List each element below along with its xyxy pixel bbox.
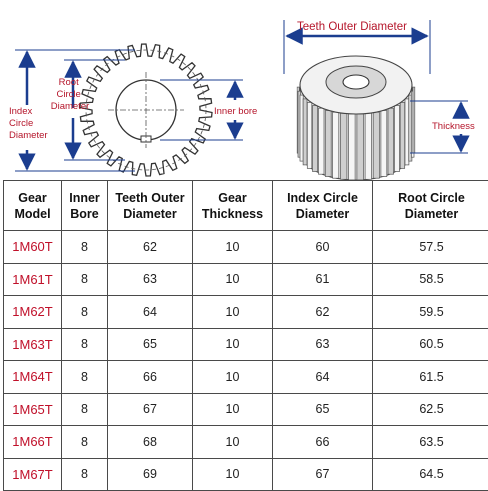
table-cell: 10 bbox=[193, 393, 273, 426]
table-cell: 10 bbox=[193, 426, 273, 459]
table-cell: 10 bbox=[193, 361, 273, 394]
table-cell: 10 bbox=[193, 458, 273, 491]
column-header-line: Diameter bbox=[273, 206, 372, 222]
gear-model-cell: 1M64T bbox=[4, 361, 62, 394]
gear-model-cell: 1M60T bbox=[4, 231, 62, 264]
gear-tooth bbox=[365, 113, 371, 179]
gear-3d-view bbox=[297, 56, 415, 180]
hub-bore bbox=[343, 75, 369, 89]
gear-tooth bbox=[388, 108, 394, 174]
gear-tooth bbox=[400, 102, 405, 168]
table-row bbox=[4, 458, 488, 491]
gear-front-view bbox=[80, 44, 212, 176]
table-cell: 65 bbox=[273, 393, 373, 426]
column-header-line: Model bbox=[4, 206, 61, 222]
gear-tooth bbox=[405, 99, 409, 165]
table-cell: 69 bbox=[108, 458, 193, 491]
gear-tooth bbox=[313, 106, 318, 172]
table-cell: 67 bbox=[273, 458, 373, 491]
gear-model-cell: 1M61T bbox=[4, 263, 62, 296]
column-header bbox=[373, 181, 488, 231]
table-cell: 8 bbox=[62, 328, 108, 361]
table-row bbox=[4, 426, 488, 459]
table-cell: 63.5 bbox=[373, 426, 488, 459]
table-cell: 8 bbox=[62, 296, 108, 329]
table-cell: 8 bbox=[62, 426, 108, 459]
table-cell: 8 bbox=[62, 263, 108, 296]
table-cell: 63 bbox=[108, 263, 193, 296]
gear-tooth bbox=[341, 113, 347, 179]
gear-model-cell: 1M65T bbox=[4, 393, 62, 426]
gear-model-cell: 1M67T bbox=[4, 458, 62, 491]
gear-tooth bbox=[413, 87, 415, 153]
table-cell: 66 bbox=[273, 426, 373, 459]
table-cell: 65 bbox=[108, 328, 193, 361]
table-cell: 8 bbox=[62, 361, 108, 394]
table-row bbox=[4, 361, 488, 394]
column-header bbox=[108, 181, 193, 231]
gear-model-cell: 1M66T bbox=[4, 426, 62, 459]
column-header bbox=[62, 181, 108, 231]
table-cell: 57.5 bbox=[373, 231, 488, 264]
table-cell: 63 bbox=[273, 328, 373, 361]
gear-tooth bbox=[300, 95, 303, 161]
gear-model-cell: 1M63T bbox=[4, 328, 62, 361]
table-cell: 10 bbox=[193, 328, 273, 361]
index-circle-label: Index Circle Diameter bbox=[9, 106, 48, 141]
table-cell: 68 bbox=[108, 426, 193, 459]
column-header-line: Gear bbox=[193, 190, 272, 206]
gear-tooth bbox=[395, 106, 400, 172]
table-cell: 59.5 bbox=[373, 296, 488, 329]
gear-tooth bbox=[325, 111, 331, 177]
table-cell: 58.5 bbox=[373, 263, 488, 296]
column-header-line: Thickness bbox=[193, 206, 272, 222]
thickness-label: Thickness bbox=[432, 121, 475, 132]
gear-tooth bbox=[381, 111, 387, 177]
table-cell: 64 bbox=[108, 296, 193, 329]
table-cell: 8 bbox=[62, 231, 108, 264]
column-header bbox=[273, 181, 373, 231]
gear-tooth bbox=[303, 99, 307, 165]
column-header bbox=[193, 181, 273, 231]
column-header-line: Index Circle bbox=[273, 190, 372, 206]
column-header-line: Root Circle bbox=[373, 190, 488, 206]
table-cell: 10 bbox=[193, 231, 273, 264]
table-header-row bbox=[4, 181, 488, 231]
table-cell: 61.5 bbox=[373, 361, 488, 394]
table-cell: 62 bbox=[108, 231, 193, 264]
table-cell: 60.5 bbox=[373, 328, 488, 361]
table-row bbox=[4, 328, 488, 361]
table-cell: 8 bbox=[62, 458, 108, 491]
gear-tooth bbox=[307, 102, 312, 168]
table-body bbox=[4, 231, 488, 491]
table-cell: 10 bbox=[193, 296, 273, 329]
root-circle-label: Root Circle Diameter bbox=[51, 77, 90, 112]
table-cell: 61 bbox=[273, 263, 373, 296]
table-cell: 62 bbox=[273, 296, 373, 329]
gear-tooth bbox=[319, 108, 325, 174]
column-header-line: Diameter bbox=[108, 206, 192, 222]
column-header-line: Gear bbox=[4, 190, 61, 206]
table-cell: 64 bbox=[273, 361, 373, 394]
table-cell: 64.5 bbox=[373, 458, 488, 491]
table-cell: 67 bbox=[108, 393, 193, 426]
column-header-line: Bore bbox=[62, 206, 107, 222]
table-row bbox=[4, 393, 488, 426]
column-header-line: Diameter bbox=[373, 206, 488, 222]
table-row bbox=[4, 263, 488, 296]
teeth-outer-label: Teeth Outer Diameter bbox=[297, 21, 407, 33]
table-cell: 60 bbox=[273, 231, 373, 264]
gear-tooth bbox=[349, 114, 356, 180]
table-cell: 62.5 bbox=[373, 393, 488, 426]
column-header-line: Teeth Outer bbox=[108, 190, 192, 206]
gear-tooth bbox=[357, 114, 364, 180]
table-cell: 10 bbox=[193, 263, 273, 296]
table-row bbox=[4, 231, 488, 264]
table-cell: 8 bbox=[62, 393, 108, 426]
inner-bore-label: Inner bore bbox=[214, 106, 257, 117]
table-cell: 66 bbox=[108, 361, 193, 394]
gear-model-cell: 1M62T bbox=[4, 296, 62, 329]
gear-tooth bbox=[333, 112, 339, 178]
gear-spec-table bbox=[3, 180, 488, 491]
gear-diagram bbox=[0, 0, 488, 180]
gear-tooth bbox=[373, 112, 379, 178]
column-header bbox=[4, 181, 62, 231]
table-row bbox=[4, 296, 488, 329]
column-header-line: Inner bbox=[62, 190, 107, 206]
